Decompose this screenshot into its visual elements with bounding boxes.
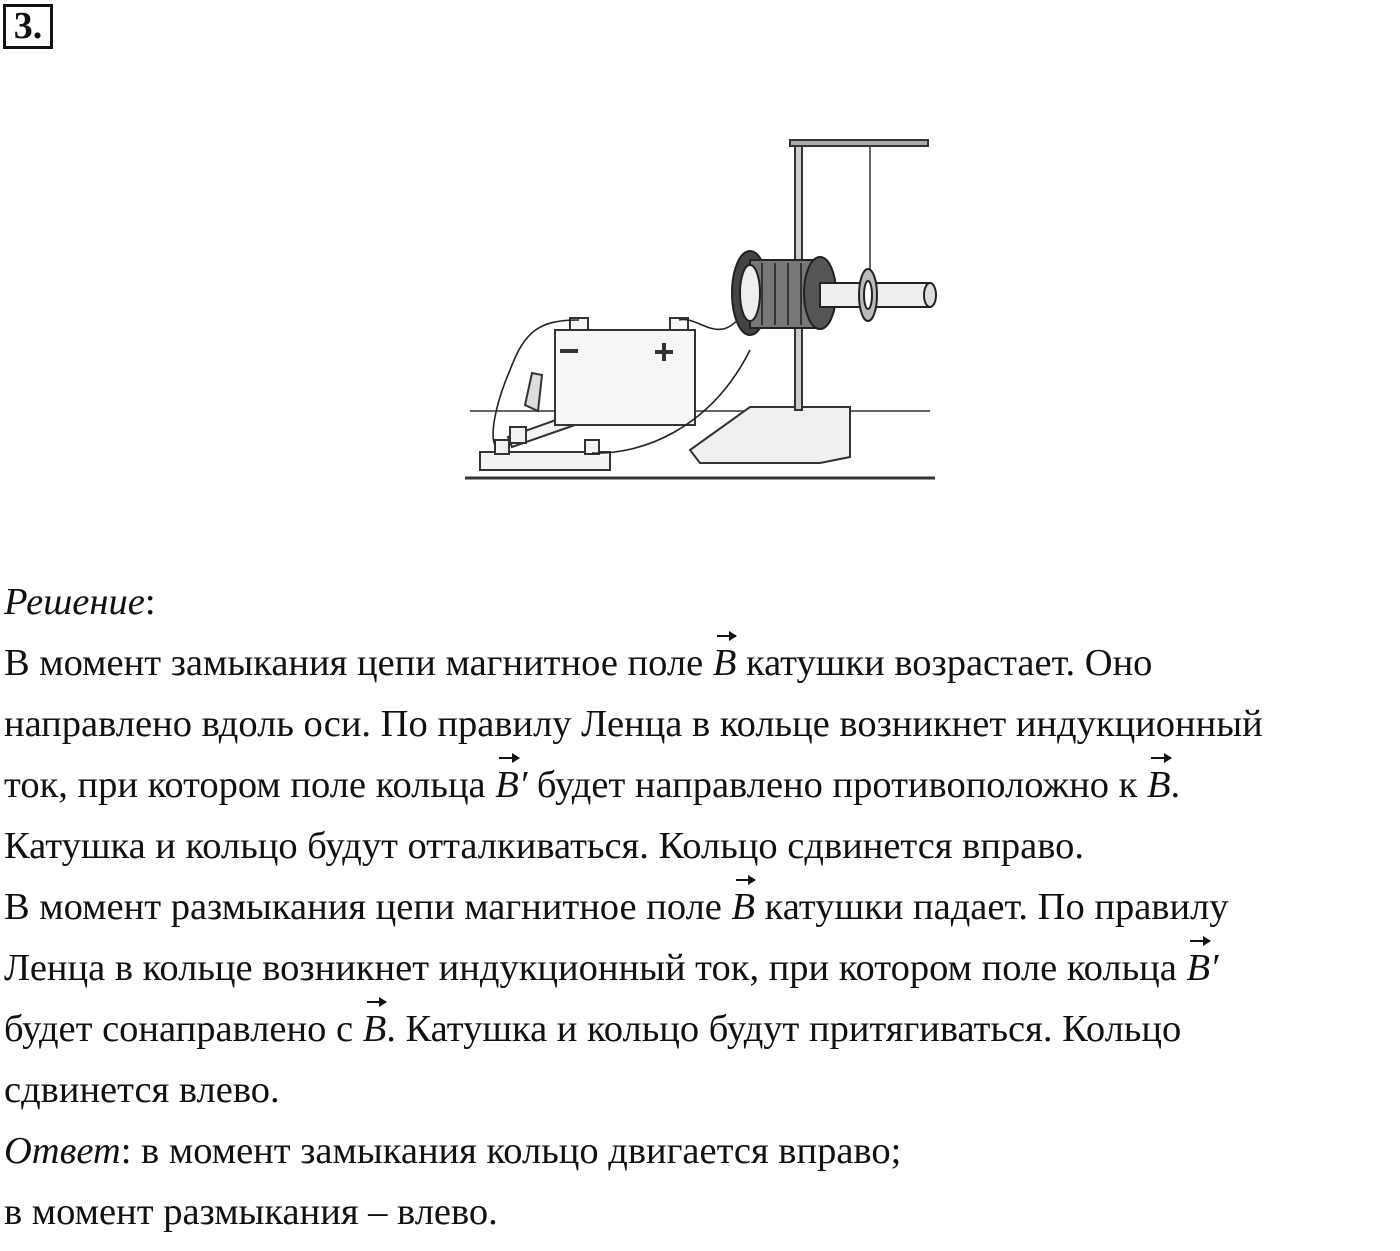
- battery: [555, 318, 695, 425]
- text-run: ток, при котором поле кольца: [4, 764, 496, 806]
- text-run: .: [1170, 764, 1181, 806]
- experiment-figure: [450, 115, 970, 505]
- prime-mark: ′: [1209, 947, 1219, 989]
- solution-line: [4, 999, 1398, 1060]
- solution-heading-line: [4, 572, 1398, 633]
- text-run: катушки возрастает. Оно: [736, 642, 1153, 684]
- solution-text: [4, 572, 1398, 1243]
- solution-line: [4, 755, 1398, 816]
- vector-b: B: [713, 633, 737, 694]
- solution-line: [4, 633, 1398, 694]
- text-run: В момент размыкания цепи магнитное поле: [4, 886, 732, 928]
- text-run: будет направлено противоположно к: [527, 764, 1147, 806]
- text-run: катушки падает. По правилу: [755, 886, 1229, 928]
- text-run: сдвинется влево.: [4, 1069, 280, 1111]
- answer-line: [4, 1182, 1398, 1243]
- vector-b: B: [363, 999, 387, 1060]
- problem-number: 3.: [3, 4, 53, 49]
- solution-heading-colon: :: [144, 581, 156, 623]
- text-run: В момент замыкания цепи магнитное поле: [4, 642, 713, 684]
- answer-heading: Ответ: [4, 1130, 121, 1172]
- solution-line: [4, 1060, 1398, 1121]
- text-run: будет сонаправлено с: [4, 1008, 363, 1050]
- text-run: . Катушка и кольцо будут притягиваться. Кольцо: [386, 1008, 1182, 1050]
- solution-heading: Решение: [4, 581, 145, 623]
- solution-line: [4, 816, 1398, 877]
- solution-line: [4, 938, 1398, 999]
- vector-b: B: [732, 877, 756, 938]
- solution-line: [4, 877, 1398, 938]
- vector-b-prime: B: [495, 755, 519, 816]
- text-run: Ленца в кольце возникнет индукционный ток, при котором поле кольца: [4, 947, 1187, 989]
- vector-b: B: [1147, 755, 1171, 816]
- answer-line: [4, 1121, 1398, 1182]
- text-run: Катушка и кольцо будут отталкиваться. Кольцо сдвинется вправо.: [4, 825, 1085, 867]
- answer-text: : в момент замыкания кольцо двигается вправо;: [120, 1130, 902, 1172]
- solution-line: [4, 694, 1398, 755]
- text-run: направлено вдоль оси. По правилу Ленца в кольце возникнет индукционный: [4, 703, 1263, 745]
- rod-and-ring: [820, 269, 936, 321]
- answer-text: в момент размыкания – влево.: [4, 1191, 498, 1233]
- prime-mark: ′: [518, 764, 528, 806]
- vector-b-prime: B: [1186, 938, 1210, 999]
